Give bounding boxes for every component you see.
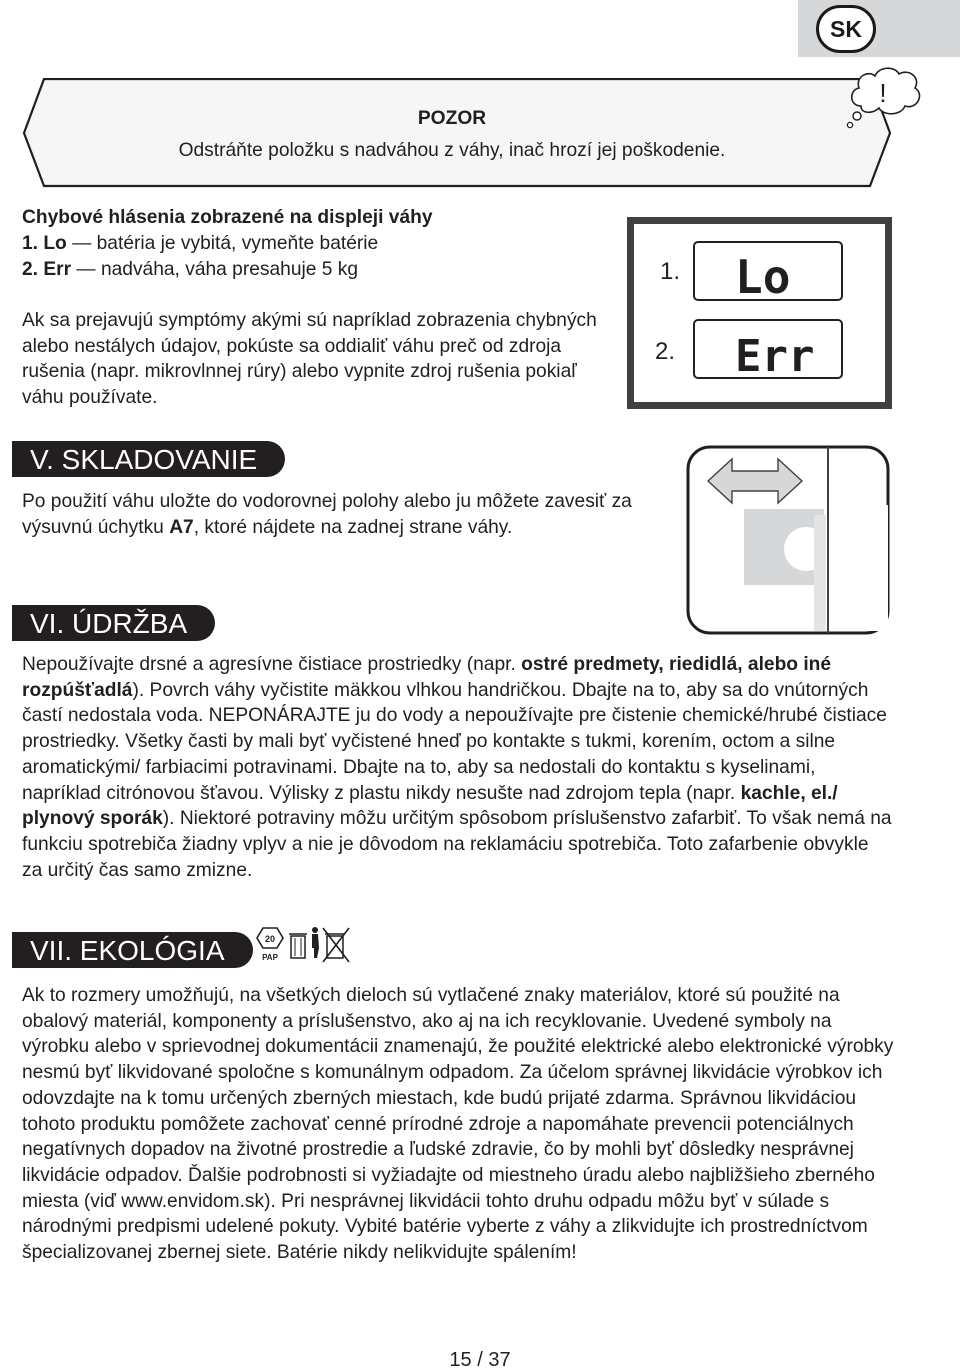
section-header-storage: V. SKLADOVANIE xyxy=(12,441,285,477)
lcd-err-glyphs xyxy=(695,321,841,377)
display-row-1-number: 1. xyxy=(660,258,681,285)
error-messages-heading: Chybové hlásenia zobrazené na displeji váhy xyxy=(22,207,433,228)
storage-text-b: , ktoré nájdete na zadnej strane váhy. xyxy=(193,516,513,538)
maintenance-text xyxy=(22,652,892,883)
storage-text-bold: A7 xyxy=(169,516,194,538)
section-header-maintenance: VI. ÚDRŽBA xyxy=(12,605,215,641)
ecology-text: Ak to rozmery umožňujú, na všetkých dieloch sú vytlačené znaky materiálov, ktoré sú použité na obalový materiál, komponenty a príslušenstvo, ako aj na ich recyklovanie. Uvedené symboly na výrobku alebo v sprievodnej dokumentácii znamenajú, že použité elektrické alebo elektronické výrobky nesmú byť likvidované spoločne s komunálnym odpadom. Za účelom správnej likvidácie výrobkov ich odovzdajte na k tomu určených zberných miestach, kde budú prijaté zdarma. Správnou likvidáciou tohoto produktu pomôžete zachovať cenné prírodné zdroje a napomáhate prevencii potenciálnych negatívnych dopadov na životné prostredie a ľudské zdravie, čo by mohli byť dôsledky nesprávnej likvidácie odpadov. Ďalšie podrobnosti si vyžiadajte od miestneho úradu alebo najbližšieho zberného miesta (viď www.envidom.sk). Pri nesprávnej likvidácii tohto druhu odpadu môžu byť v súlade s národnými predpismi udelené pokuty. Vybité batérie vyberte z váhy a zlikvidujte ich prostredníctvom špecializovanej zbernej siete. Batérie nikdy nelikvidujte spálením! xyxy=(22,985,894,1264)
display-row-2-number: 2. xyxy=(655,338,676,365)
recycle-pap-icon xyxy=(257,928,283,962)
storage-text xyxy=(22,489,682,540)
lcd-lo-glyphs xyxy=(695,243,841,299)
recycle-number: 20 xyxy=(264,934,276,944)
error-code-lo: 1. Lo xyxy=(22,233,67,254)
maintenance-bold-2: kachle, el./ plynový sporák xyxy=(22,782,838,830)
warning-text: Odstráňte položku s nadváhou z váhy, inač hrozí jej poškodenie. xyxy=(178,140,726,161)
lcd-display-err xyxy=(693,319,843,379)
person-disposal-icon xyxy=(312,927,319,958)
error-code-err: 2. Err xyxy=(22,259,72,280)
maintenance-text-2: ). Povrch váhy vyčistite mäkkou vlhkou handričkou. Dbajte na to, aby sa do vnútorných častí nedostala voda. NEPONÁRAJTE ju do vody a nepoužívajte pre čistenie chemické/hrubé čistiace prostriedky. Všetky časti by mali byť vyčistené hneď po kontakte s tukmi, korením, octom a silne aromatickými/ farbiacimi potravinami. Dbajte na to, aby sa nedostali do kontaktu s kyselinami, napríklad citrónovou šťavou. Výlisky z plastu nikdy nesušte nad zdrojom tepla (napr. xyxy=(22,679,887,804)
lcd-display-lo xyxy=(693,241,843,301)
exclamation-mark: ! xyxy=(879,78,887,108)
error-text-err: nadváha, váha presahuje 5 kg xyxy=(100,259,359,280)
error-dash: — xyxy=(66,233,97,254)
error-dash: — xyxy=(71,259,101,280)
warning-title: POZOR xyxy=(417,108,487,129)
recycle-bin-icon xyxy=(289,934,307,958)
storage-text-a: Po použití váhu uložte do vodorovnej polohy alebo ju môžete zavesiť za výsuvnú úchytku xyxy=(22,491,632,538)
eco-symbols xyxy=(253,924,353,968)
section-header-ecology: VII. EKOLÓGIA xyxy=(12,932,253,968)
hanging-hook-illustration xyxy=(686,445,891,635)
maintenance-bold-1: ostré predmety, riedidlá, alebo iné rozpúšťadlá xyxy=(22,654,832,701)
maintenance-text-3: ). Niektoré potraviny môžu určitým spôsobom príslušenstvo zafarbiť. To však nemá na funkciu spotrebiča žiadny vplyv a nie je dôvodom na reklamáciu spotrebiča. Toto zafarbenie obvykle za určitý čas samo zmizne. xyxy=(22,808,892,881)
crossed-out-bin-icon xyxy=(323,928,349,962)
language-badge: SK xyxy=(816,5,876,53)
error-item-lo xyxy=(22,231,378,257)
lcd-err-text: Err xyxy=(735,331,815,377)
warning-box xyxy=(22,78,892,188)
interference-advice: Ak sa prejavujú symptómy akými sú napríklad zobrazenia chybných alebo nestálych údajov, pokúste sa oddialiť váhu preč od zdroja rušenia (napr. mikrovlnnej rúry) alebo vypnite zdroj rušenia pokiaľ váhu používate. xyxy=(22,310,597,409)
recycle-code: PAP xyxy=(262,953,278,962)
lcd-lo-text: Lo xyxy=(735,250,791,299)
error-item-err xyxy=(22,257,358,283)
page-number: 15 / 37 xyxy=(449,1349,511,1371)
maintenance-text-1: Nepoužívajte drsné a agresívne čistiace prostriedky (napr. xyxy=(22,654,522,675)
error-text-lo: batéria je vybitá, vymeňte batérie xyxy=(96,233,379,254)
